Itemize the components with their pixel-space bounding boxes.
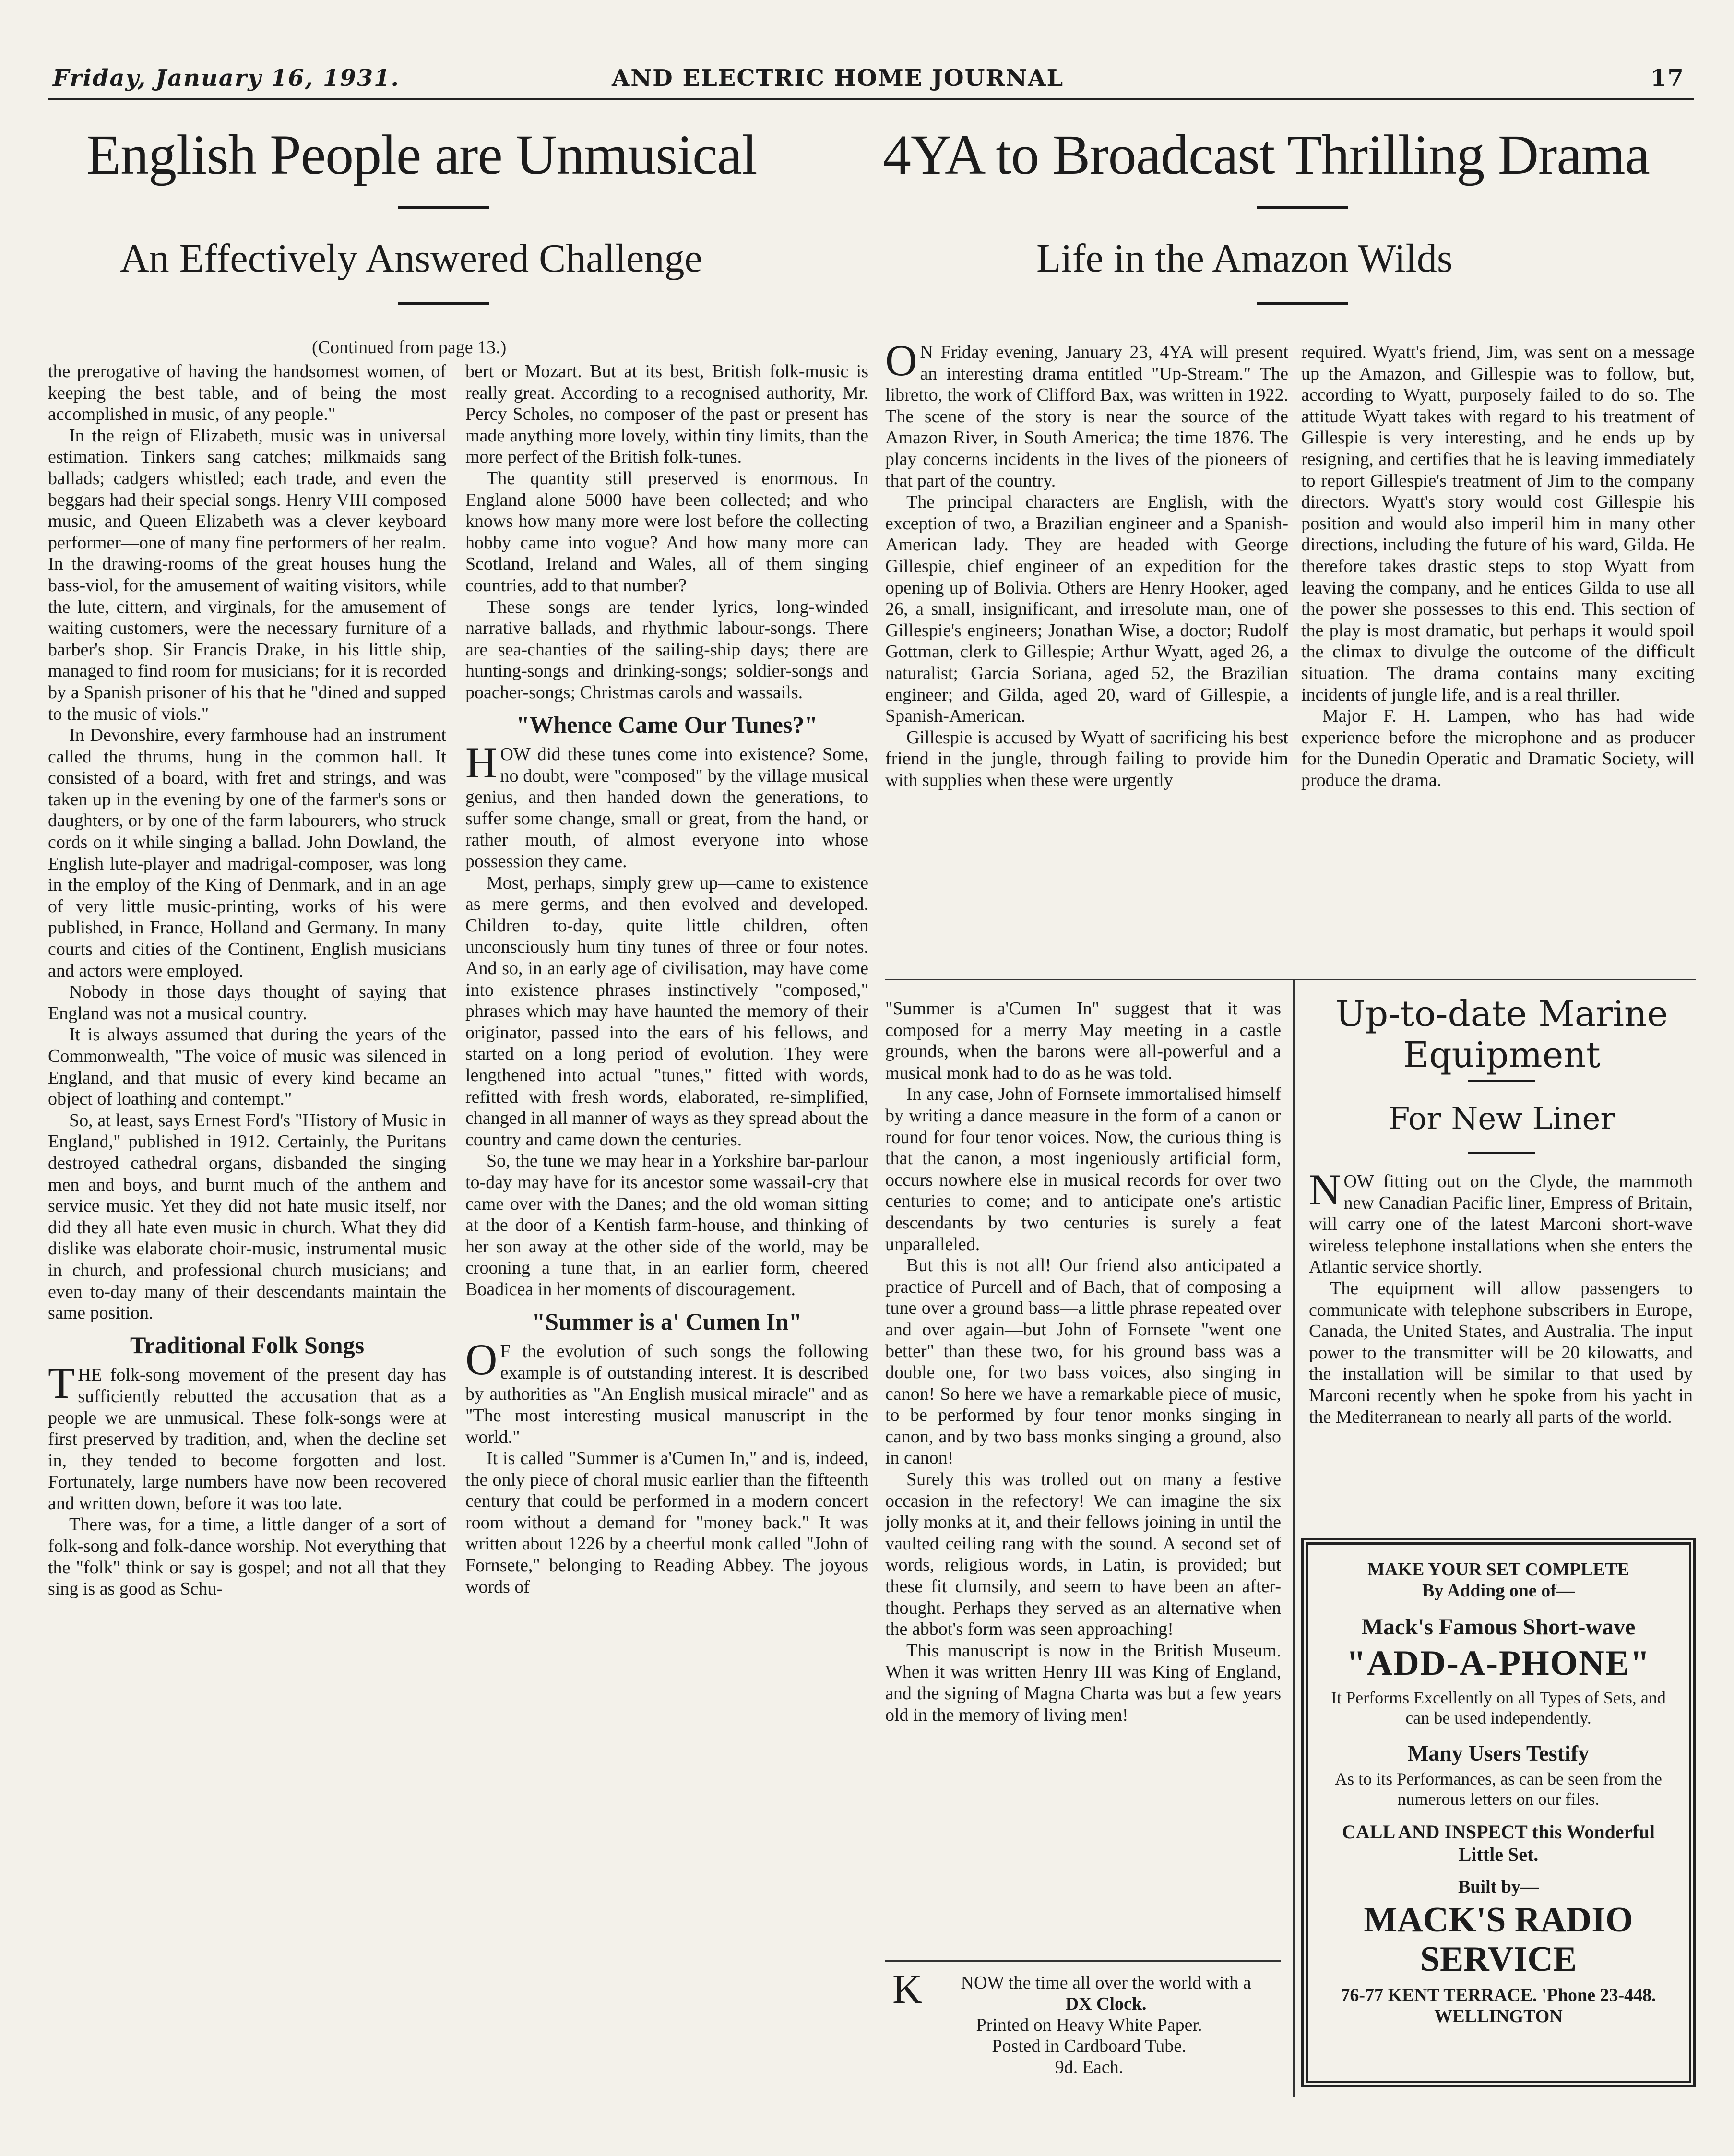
dx-clock-notice (892, 1966, 1286, 2078)
paragraph: There was, for a time, a little danger of a sort of folk-song and folk-dance worship. Not everything that the "folk" think or say is gospel; and not all that they sing is as good as Schu- (48, 1514, 446, 1599)
dropcap: K (892, 1966, 923, 2012)
ad-line: Mack's Famous Short-wave (1361, 1614, 1636, 1640)
paragraph: HOW did these tunes come into existence? Some, no doubt, were "composed" by the village musical genius, and then handed down the generations, to suffer some change, small or great, from the hand, or rather mouth, of almost everyone into whose possession they came. (465, 738, 868, 872)
paragraph: "Summer is a'Cumen In" suggest that it was composed for a merry May meeting in a castle grounds, when the barons were all-powerful and a musical monk had to do as he was told. (885, 999, 1281, 1083)
column-4-top (1301, 342, 1695, 791)
paragraph: Gillespie is accused by Wyatt of sacrificing his best friend in the jungle, through failing to provide him with supplies when these were urgently (885, 727, 1288, 790)
column-2 (465, 361, 868, 1597)
marine-dash (1468, 1152, 1535, 1154)
summer-heading: "Summer is a' Cumen In" (532, 1308, 802, 1335)
right-subhead: Life in the Amazon Wilds (1036, 236, 1453, 281)
paragraph: Nobody in those days thought of saying that England was not a musical country. (48, 982, 446, 1024)
paragraph: ON Friday evening, January 23, 4YA will present an interesting drama entitled "Up-Stream." The libretto, the work of Clifford Bax, was written in 1922. The scene of the story is near the source of the Amazon River, in South America; the time 1876. The play concerns incidents in the lives of the pioneers of that part of the country. (885, 336, 1288, 491)
ad-address: 76-77 KENT TERRACE. 'Phone 23-448. WELLINGTON (1341, 1985, 1656, 2026)
dx-text: NOW the time all over the world with a (961, 1973, 1251, 1993)
paragraph: So, at least, says Ernest Ford's "History of Music in England," published in 1912. Certainly, the Puritans destroyed cathedral organs, disbanded the singing men and boys, and burnt much of the anthem and service music. Yet they did not hate music itself, nor did they all hate even music in church. What they did dislike was elaborate choir-music, instrumental music in church, and professional church musicians; and even to-day many of their descendants maintain the same position. (48, 1110, 446, 1323)
paragraph: NOW fitting out on the Clyde, the mammoth new Canadian Pacific liner, Empress of Britain, will carry one of the latest Marconi short-wave wireless telephone installations when she enters the Atlantic service shortly. (1309, 1165, 1693, 1277)
headline-dash (398, 206, 489, 209)
column-3-top (885, 336, 1288, 791)
left-subhead: An Effectively Answered Challenge (120, 236, 702, 281)
column-1 (48, 361, 446, 1600)
paragraph: The principal characters are English, with the exception of two, a Brazilian engineer and a Spanish-American lady. They are headed with George Gillespie, chief engineer of an expedition for the opening up of Bolivia. Others are Henry Hooker, aged 26, a small, insignificant, and irresolute man, one of Gillespie's engineers; Jonathan Wise, a doctor; Rudolf Gottman, clerk to Gillespie; Arthur Wyatt, aged 26, a naturalist; Garcia Soriana, aged 52, the Brazilian engineer; and Gilda, aged 20, ward of Gillespie, a Spanish-American. (885, 492, 1288, 727)
ad-line: Built by— (1458, 1877, 1539, 1897)
folk-songs-heading: Traditional Folk Songs (130, 1331, 365, 1358)
paragraph: So, the tune we may hear in a Yorkshire bar-parlour to-day may have for its ancestor some wassail-cry that came over with the Danes; and the old woman sitting at the door of a Kentish farm-house, and thinking of her son away at the other side of the world, may be crooning a tune that, in an earlier form, cheered Boadicea in her moments of discouragement. (465, 1151, 868, 1299)
whence-came-heading: "Whence Came Our Tunes?" (516, 711, 818, 738)
ad-company-name: MACK'S RADIO SERVICE (1364, 1900, 1633, 1979)
paragraph: THE folk-song movement of the present day has sufficiently rebutted the accusation that as a people we are unmusical. These folk-songs were at first preserved by tradition, and, when the decline set in, they tended to become forgotten and lost. Fortunately, large numbers have now been recovered and written down, before it was too late. (48, 1358, 446, 1513)
marine-subhead: For New Liner (1388, 1101, 1615, 1137)
ad-line: Many Users Testify (1407, 1741, 1590, 1765)
ad-line: It Performs Excellently on all Types of Sets, and can be used independently. (1331, 1688, 1666, 1727)
column-3-bottom (885, 998, 1281, 1726)
dx-divider (885, 1960, 1281, 1962)
marine-title: Up-to-date Marine Equipment (1335, 993, 1668, 1076)
ad-product-name: "ADD-A-PHONE" (1346, 1644, 1651, 1683)
subhead-dash (398, 302, 489, 305)
paragraph: Most, perhaps, simply grew up—came to existence as mere germs, and then evolved and developed. Children to-day, quite little children, often unconsciously hum tiny tunes of three or four notes. And so, in an early age of civilisation, may have come into existence phrases instinctively "composed," phrases which may have haunted the memory of their originator, passed into the ears of his fellows, and started on a long period of evolution. They were lengthened into actual "tunes," fitted with words, refitted with fresh words, elaborated, re-simplified, changed in all manner of ways as they spread about the country and came down the centuries. (465, 872, 868, 1150)
macks-radio-ad (1301, 1538, 1696, 2087)
column-divider (1293, 979, 1295, 2097)
paragraph: This manuscript is now in the British Museum. When it was written Henry III was King of England, and the signing of Magna Charta was but a few years old in the memory of living men! (885, 1640, 1281, 1725)
right-headline: 4YA to Broadcast Thrilling Drama (883, 123, 1650, 186)
paragraph: In Devonshire, every farmhouse had an instrument called the thrums, hung in the common hall. It consisted of a board, with fret and strings, and was taken up in the evening by one of the farmer's sons or daughters, or by one of the farm labourers, who struck cords on it while singing a ballad. John Dowland, the English lute-player and madrigal-composer, was long in the employ of the King of Denmark, and in an age of very little music-printing, works of his were published, in France, Holland and Germany. In many courts and cities of the Continent, English musicians and actors were employed. (48, 725, 446, 981)
dx-line: Posted in Cardboard Tube. (992, 2036, 1187, 2056)
dx-price: 9d. Each. (1055, 2057, 1124, 2077)
marine-dash (1468, 1080, 1535, 1082)
dx-line: Printed on Heavy White Paper. (976, 2015, 1202, 2035)
subhead-dash (1257, 302, 1348, 305)
paragraph: Major F. H. Lampen, who has had wide experience before the microphone and as producer for the Dunedin Operatic and Dramatic Society, will produce the drama. (1301, 706, 1695, 790)
ad-line: CALL AND INSPECT this Wonderful Little Set. (1342, 1821, 1655, 1865)
paragraph: It is called "Summer is a'Cumen In," and is, indeed, the only piece of choral music earlier than the fifteenth century that could be performed in a modern concert room without a demand for "money back." It was written about 1226 by a cheerful monk called "John of Fornsete," belonging to Reading Abbey. The joyous words of (465, 1448, 868, 1597)
paragraph: The quantity still preserved is enormous. In England alone 5000 have been collected; and who knows how many more were lost before the collecting hobby came into vogue? And how many more can Scotland, Ireland and Wales, all of them singing countries, add to that number? (465, 468, 868, 596)
left-headline: English People are Unmusical (86, 123, 757, 186)
paragraph: These songs are tender lyrics, long-winded narrative ballads, and rhythmic labour-songs. There are sea-chanties of the sailing-ship days; there are hunting-songs and drinking-songs; soldier-songs and poacher-songs; Christmas carols and wassails. (465, 596, 868, 703)
paragraph: required. Wyatt's friend, Jim, was sent on a message up the Amazon, and Gillespie was to follow, but, according to Wyatt, purposely failed to do so. The attitude Wyatt takes with regard to his treatment of Gillespie is very interesting, and he ends up by resigning, and certifies that he is leaving immediately to report Gillespie's treatment of Jim to the company directors. Wyatt's story would cost Gillespie his position and would also imperil him in many other directions, including the future of his ward, Gilda. He therefore takes drastic steps to stop Wyatt from leaving the company, and he entices Gilda to use all the power she possesses to this end. This section of the play is most dramatic, but perhaps it would spoil the climax to divulge the outcome of the difficult situation. The drama contains many exciting incidents of jungle life, and is a real thriller. (1301, 342, 1695, 705)
ad-line: By Adding one of— (1422, 1581, 1575, 1601)
paragraph: In the reign of Elizabeth, music was in universal estimation. Tinkers sang catches; milkmaids sang ballads; cadgers whistled; each trade, and even the beggars had their special songs. Henry VIII composed music, and Queen Elizabeth was a clever keyboard performer—one of many fine performers of her realm. In the drawing-rooms of the great houses hung the bass-viol, for the amusement of waiting visitors, while the lute, cittern, and virginals, for the amusement of waiting customers, were the necessary furniture of a barber's shop. Sir Francis Drake, in his little ship, managed to find room for musicians; for it is recorded by a Spanish prisoner of his that he "dined and supped to the music of viols." (48, 425, 446, 724)
ad-line: As to its Performances, as can be seen from the numerous letters on our files. (1335, 1769, 1662, 1809)
article-divider (885, 979, 1696, 980)
ad-line: MAKE YOUR SET COMPLETE (1367, 1560, 1629, 1580)
paragraph: Surely this was trolled out on many a festive occasion in the refectory! We can imagine the six jolly monks at it, and their fellows joining in until the vaulted ceiling rang with the sound. A second set of words, religious words, in Latin, is provided; but these fit clumsily, and seem to have been an after-thought. Perhaps they served as an alternative when the abbot's form was seen approaching! (885, 1469, 1281, 1640)
paragraph: OF the evolution of such songs the following example is of outstanding interest. It is described by authorities as "An English musical miracle" and as "The most interesting musical manuscript in the world." (465, 1335, 868, 1447)
continued-note: (Continued from page 13.) (312, 337, 507, 357)
dx-name: DX Clock. (1065, 1994, 1147, 2014)
paragraph: The equipment will allow passengers to communicate with telephone subscribers in Europe, Canada, the United States, and Australia. The input power to the transmitter will be 20 kilowatts, and the installation will be similar to that used by Marconi recently when he spoke from his yacht in the Mediterranean to nearly all parts of the world. (1309, 1278, 1693, 1427)
headline-dash (1257, 206, 1348, 209)
paragraph: But this is not all! Our friend also anticipated a practice of Purcell and of Bach, that of composing a tune over a ground bass—a little phrase repeated over and over again—but John of Fornsete "went one better" than these two, for his ground bass was a double one, for two bass voices, also singing in canon! So here we have a remarkable piece of music, to be performed by four tenor monks singing in canon, and by two bass monks singing a ground, also in canon! (885, 1255, 1281, 1468)
journal-name: AND ELECTRIC HOME JOURNAL (612, 65, 1064, 92)
paragraph: the prerogative of having the handsomest women, of keeping the best table, and of being the most accomplished in music, of any people." (48, 361, 446, 425)
issue-date: Friday, January 16, 1931. (53, 65, 400, 92)
masthead-rule (48, 98, 1694, 100)
paragraph: In any case, John of Fornsete immortalised himself by writing a dance measure in the form of a canon or round for four tenor voices. Now, the curious thing is that the canon, a most ingeniously artificial form, occurs nowhere else in musical records for over two centuries to come; and to anticipate one's artistic descendants by two centuries is surely a feat unparalleled. (885, 1084, 1281, 1254)
marine-body (1309, 1165, 1693, 1428)
paragraph: It is always assumed that during the years of the Commonwealth, "The voice of music was silenced in England, and that music of every kind became an object of loathing and contempt." (48, 1024, 446, 1109)
paragraph: bert or Mozart. But at its best, British folk-music is really great. According to a recognised authority, Mr. Percy Scholes, no composer of the past or present has made anything more lovely, within tiny limits, than the more perfect of the British folk-tunes. (465, 361, 868, 467)
page-number: 17 (1651, 65, 1685, 92)
